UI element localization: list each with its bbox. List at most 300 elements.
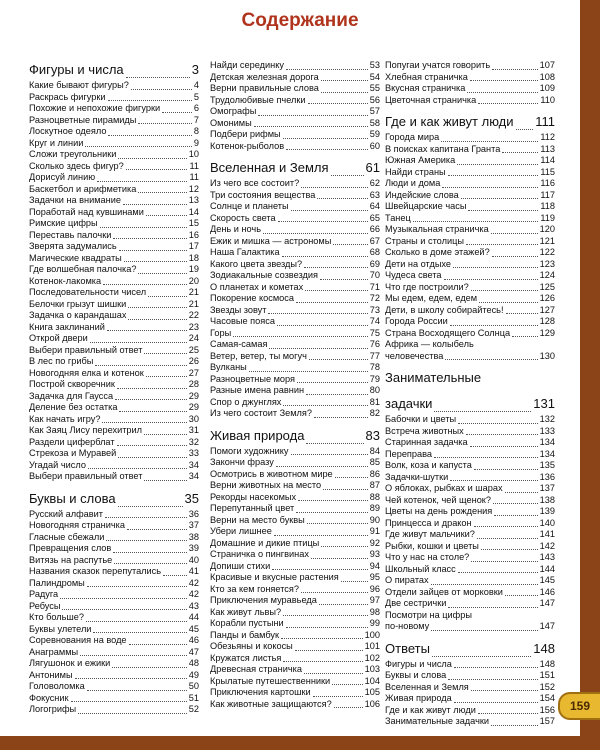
leader-dots xyxy=(123,203,187,205)
toc-entry xyxy=(385,670,555,682)
leader-dots xyxy=(413,220,539,222)
leader-dots xyxy=(118,157,186,159)
entry-title: Построй скворечник xyxy=(29,379,115,389)
toc-entry xyxy=(29,624,199,636)
entry-title: Что у нас на столе? xyxy=(385,552,470,562)
toc-entry xyxy=(29,589,199,601)
entry-title: Кружатся листья xyxy=(210,652,282,663)
entry-title: Где волшебная палочка? xyxy=(29,264,137,274)
toc-entry xyxy=(385,529,555,541)
toc-column-2 xyxy=(210,60,380,710)
entry-title: В лес по грибы xyxy=(29,356,94,366)
entry-title: Разноцветные пирамиды xyxy=(29,114,137,125)
entry-title: Страны и столицы xyxy=(385,235,464,246)
leader-dots xyxy=(311,557,368,559)
page-ref: 76 xyxy=(369,339,380,349)
page-ref: 79 xyxy=(369,373,380,384)
leader-dots xyxy=(93,631,186,633)
toc-entry xyxy=(210,526,380,538)
toc-entry xyxy=(210,213,380,225)
page-ref: 90 xyxy=(369,514,380,525)
leader-dots xyxy=(441,140,538,142)
leader-dots xyxy=(283,614,368,616)
leader-dots xyxy=(458,571,538,573)
page-ref: 134 xyxy=(539,448,555,459)
leader-dots xyxy=(103,283,187,285)
entry-title: О пиратах xyxy=(385,575,429,585)
entry-title: Фокусник xyxy=(29,692,69,703)
entry-title: В поисках капитана Гранта xyxy=(385,143,501,154)
leader-dots xyxy=(304,672,363,674)
leader-dots xyxy=(491,724,538,726)
toc-entry xyxy=(210,480,380,492)
toc-entry xyxy=(29,287,199,299)
toc-entry xyxy=(29,126,199,138)
page-ref: 75 xyxy=(369,327,380,338)
entry-title: Задачка для Гаусса xyxy=(29,390,114,401)
leader-dots xyxy=(450,479,537,481)
leader-dots xyxy=(461,197,539,199)
entry-title: Задачка о карандашах xyxy=(29,310,127,320)
entry-title: Крылатые путешественники xyxy=(210,675,331,686)
toc-entry xyxy=(210,141,380,153)
page-ref: 147 xyxy=(539,621,555,631)
toc-entry xyxy=(385,659,555,671)
toc-entry xyxy=(29,414,199,426)
page-ref: 4 xyxy=(193,80,199,90)
toc-entry xyxy=(210,653,380,665)
page-ref: 19 xyxy=(188,264,199,274)
page-ref: 54 xyxy=(369,71,380,82)
page-ref: 130 xyxy=(539,350,555,361)
entry-title: Стрекоза и Муравей xyxy=(29,448,117,458)
leader-dots xyxy=(114,562,187,564)
toc-entry xyxy=(210,247,380,259)
toc-entry xyxy=(385,60,555,72)
page-ref: 6 xyxy=(193,103,199,113)
toc-entry xyxy=(385,316,555,328)
toc-entry xyxy=(210,457,380,469)
toc-entry xyxy=(29,149,199,161)
entry-title: Панды и бамбук xyxy=(210,629,280,640)
leader-dots xyxy=(306,393,368,395)
leader-dots xyxy=(454,701,538,703)
leader-dots xyxy=(466,243,538,245)
toc-entry xyxy=(385,610,555,622)
section-title: Буквы и слова xyxy=(29,490,116,506)
leader-dots xyxy=(301,186,368,188)
toc-entry xyxy=(385,693,555,705)
page-ref: 139 xyxy=(539,506,555,516)
toc-entry xyxy=(210,687,380,699)
leader-dots xyxy=(296,301,368,303)
leader-dots xyxy=(512,335,538,337)
page-ref: 133 xyxy=(539,425,555,436)
entry-title: Где и как живут люди xyxy=(385,704,476,715)
page-ref: 35 xyxy=(184,490,199,506)
page-ref: 65 xyxy=(369,212,380,223)
page-ref: 51 xyxy=(188,692,199,703)
page-ref: 99 xyxy=(369,618,380,628)
entry-title: Гласные сбежали xyxy=(29,531,105,542)
page-ref: 128 xyxy=(539,316,555,326)
page-ref: 74 xyxy=(369,316,380,326)
toc-entry xyxy=(210,630,380,642)
leader-dots xyxy=(138,272,186,274)
entry-title: Открой двери xyxy=(29,333,88,343)
toc-entry xyxy=(385,132,555,144)
entry-title: Наша Галактика xyxy=(210,247,280,257)
page-ref: 78 xyxy=(369,362,380,372)
page-ref: 42 xyxy=(188,589,199,599)
leader-dots xyxy=(478,102,538,104)
leader-dots xyxy=(307,522,368,524)
entry-title: Анаграммы xyxy=(29,646,79,657)
toc-entry xyxy=(385,305,555,317)
leader-dots xyxy=(474,525,538,527)
toc-entry xyxy=(385,541,555,553)
toc-entry xyxy=(385,449,555,461)
entry-title: Омонимы xyxy=(210,117,252,128)
leader-dots xyxy=(334,706,363,708)
page-ref: 21 xyxy=(188,287,199,297)
leader-dots xyxy=(146,214,187,216)
toc-entry xyxy=(29,138,199,150)
toc-entry xyxy=(210,561,380,573)
entry-title: Кто больше? xyxy=(29,612,85,622)
entry-title: Где живут мальчики? xyxy=(385,529,475,539)
toc-entry xyxy=(210,72,380,84)
page-ref: 85 xyxy=(369,457,380,467)
leader-dots xyxy=(492,68,538,70)
leader-dots xyxy=(106,539,186,541)
page-ref: 126 xyxy=(539,293,555,303)
page-ref: 103 xyxy=(364,664,380,674)
page-ref: 30 xyxy=(188,413,199,424)
leader-dots xyxy=(432,655,531,657)
page-ref: 31 xyxy=(188,425,199,435)
page-ref: 98 xyxy=(369,606,380,617)
leader-dots xyxy=(60,597,187,599)
leader-dots xyxy=(283,404,367,406)
page-ref: 81 xyxy=(369,396,380,407)
entry-title: Волк, коза и капуста xyxy=(385,460,472,470)
page-ref: 25 xyxy=(188,344,199,355)
entry-title: Танец xyxy=(385,212,411,223)
entry-title: Хлебная страничка xyxy=(385,71,468,82)
toc-entry xyxy=(385,236,555,248)
leader-dots xyxy=(163,574,187,576)
entry-title: Раскрась фигурки xyxy=(29,91,106,102)
toc-entry xyxy=(29,658,199,670)
page-ref: 17 xyxy=(188,241,199,251)
page-ref: 95 xyxy=(369,572,380,582)
toc-entry xyxy=(385,587,555,599)
page-ref: 108 xyxy=(539,71,555,82)
page-ref: 22 xyxy=(188,310,199,320)
entry-title: Витязь на распутье xyxy=(29,554,113,565)
leader-dots xyxy=(448,174,539,176)
leader-dots xyxy=(448,678,537,680)
leader-dots xyxy=(118,505,183,507)
page-ref: 121 xyxy=(539,235,555,246)
toc-entry xyxy=(385,621,555,633)
leader-dots xyxy=(107,329,187,331)
leader-dots xyxy=(75,677,187,679)
page-ref: 66 xyxy=(369,224,380,234)
page-ref: 11 xyxy=(189,172,199,182)
entry-title: Африка — колыбель xyxy=(385,339,474,349)
toc-entry xyxy=(210,328,380,340)
entry-title: Как животные защищаются? xyxy=(210,698,332,709)
entry-title: Котенок-рыболов xyxy=(210,140,285,151)
page-ref: 131 xyxy=(533,396,555,411)
page-ref: 80 xyxy=(369,385,380,395)
page-ref: 129 xyxy=(539,327,555,338)
leader-dots xyxy=(119,249,187,251)
page-ref: 28 xyxy=(188,379,199,389)
leader-dots xyxy=(291,209,368,211)
leader-dots xyxy=(308,102,368,104)
page-ref: 32 xyxy=(188,436,199,447)
leader-dots xyxy=(319,603,368,605)
toc-entry xyxy=(385,190,555,202)
entry-title: Кто за кем гоняется? xyxy=(210,583,299,594)
page-ref: 9 xyxy=(193,137,199,148)
entry-title: Старинная задачка xyxy=(385,437,468,447)
page-ref: 104 xyxy=(364,675,380,686)
toc-entry xyxy=(210,607,380,619)
entry-title: Домашние и дикие птицы xyxy=(210,537,320,548)
leader-dots xyxy=(321,91,368,93)
toc-entry xyxy=(385,437,555,449)
entry-title: Солнце и планеты xyxy=(210,201,289,211)
entry-title: Как Заяц Лису перехитрил xyxy=(29,425,143,435)
leader-dots xyxy=(278,220,368,222)
leader-dots xyxy=(282,255,368,257)
toc-entry xyxy=(210,385,380,397)
leader-dots xyxy=(314,416,368,418)
page-ref: 86 xyxy=(369,468,380,479)
leader-dots xyxy=(431,629,537,631)
toc-entry xyxy=(210,236,380,248)
entry-title: Попугаи учатся говорить xyxy=(385,60,491,70)
entry-title: Приключения картошки xyxy=(210,687,311,697)
toc-entry xyxy=(210,270,380,282)
page-ref: 137 xyxy=(539,483,555,493)
page-ref: 34 xyxy=(188,471,199,481)
toc-entry xyxy=(29,471,199,483)
entry-title: по-новому xyxy=(385,621,430,631)
entry-title: Чей котенок, чей щенок? xyxy=(385,494,491,505)
leader-dots xyxy=(128,306,187,308)
entry-title: Буквы и слова xyxy=(385,670,447,680)
leader-dots xyxy=(494,514,537,516)
entry-title: Красивые и вкусные растения xyxy=(210,572,339,582)
leader-dots xyxy=(117,444,187,446)
entry-title: Закончи фразу xyxy=(210,457,274,467)
entry-title: Рыбки, кошки и цветы xyxy=(385,540,479,551)
toc-entry xyxy=(210,492,380,504)
toc-entry xyxy=(210,293,380,305)
toc-entry xyxy=(29,195,199,207)
page-ref: 10 xyxy=(188,149,199,159)
leader-dots xyxy=(458,422,538,424)
entry-title: Задачки-шутки xyxy=(385,471,449,482)
toc-entry xyxy=(210,374,380,386)
entry-title: Сколько здесь фигур? xyxy=(29,160,124,171)
leader-dots xyxy=(320,278,368,280)
leader-dots xyxy=(481,548,538,550)
toc-entry xyxy=(29,92,199,104)
toc-entry xyxy=(210,595,380,607)
leader-dots xyxy=(113,551,186,553)
toc-entry xyxy=(29,264,199,276)
page-ref: 47 xyxy=(188,646,199,657)
leader-dots xyxy=(492,255,538,257)
entry-title: Помоги художнику xyxy=(210,445,289,456)
leader-dots xyxy=(434,410,531,412)
entry-title: Верни на место буквы xyxy=(210,514,305,525)
page-ref: 89 xyxy=(369,503,380,513)
entry-title: Ребусы xyxy=(29,600,61,611)
toc-entry xyxy=(210,201,380,213)
page-ref: 135 xyxy=(539,460,555,470)
page-ref: 136 xyxy=(539,471,555,482)
page-ref: 42 xyxy=(188,577,199,588)
leader-dots xyxy=(286,626,368,628)
leader-dots xyxy=(62,608,186,610)
page-ref: 43 xyxy=(188,600,199,611)
entry-title: О яблоках, рыбках и шарах xyxy=(385,483,503,493)
page-ref: 127 xyxy=(539,304,555,315)
toc-entry xyxy=(385,716,555,728)
entry-title: Страна Восходящего Солнца xyxy=(385,327,511,338)
entry-title: Радуга xyxy=(29,589,59,599)
page-ref: 44 xyxy=(188,612,199,622)
entry-title: Похожие и непохожие фигурки xyxy=(29,103,161,113)
leader-dots xyxy=(516,128,534,130)
toc-entry xyxy=(29,532,199,544)
page-ref: 134 xyxy=(539,437,555,447)
toc-entry xyxy=(29,670,199,682)
leader-dots xyxy=(268,312,367,314)
page-ref: 33 xyxy=(188,448,199,458)
toc-entry xyxy=(29,693,199,705)
entry-title: Разноцветные моря xyxy=(210,373,296,384)
entry-title: Баскетбол и арифметика xyxy=(29,183,137,194)
toc-entry xyxy=(210,469,380,481)
leader-dots xyxy=(87,585,187,587)
page-ref: 140 xyxy=(539,517,555,528)
page-ref: 118 xyxy=(540,201,555,211)
toc-entry xyxy=(29,230,199,242)
section-heading xyxy=(385,368,555,388)
leader-dots xyxy=(297,381,368,383)
toc-entry xyxy=(385,224,555,236)
entry-title: Омографы xyxy=(210,106,257,116)
page-title: Содержание xyxy=(241,10,359,31)
page-ref: 26 xyxy=(188,356,199,366)
page-ref: 107 xyxy=(539,60,555,70)
leader-dots xyxy=(88,467,187,469)
leader-dots xyxy=(444,278,538,280)
page-ref: 63 xyxy=(369,189,380,200)
section-title: Где и как живут люди xyxy=(385,114,514,129)
page-ref: 61 xyxy=(365,160,380,175)
leader-dots xyxy=(108,99,192,101)
toc-entry xyxy=(385,495,555,507)
toc-entry xyxy=(29,448,199,460)
entry-title: Швейцарские часы xyxy=(385,201,467,211)
page-ref: 114 xyxy=(540,155,555,165)
entry-title: Лоскутное одеяло xyxy=(29,126,107,136)
entry-title: Часовые пояса xyxy=(210,316,275,326)
leader-dots xyxy=(454,666,538,668)
page-ref: 41 xyxy=(188,566,199,576)
section-heading xyxy=(29,60,199,80)
page-ref: 105 xyxy=(364,687,380,697)
page-ref: 87 xyxy=(369,480,380,490)
entry-title: Допиши стихи xyxy=(210,560,271,571)
toc-entry xyxy=(385,247,555,259)
toc-entry xyxy=(385,270,555,282)
page-ref: 77 xyxy=(369,350,380,361)
toc-entry xyxy=(385,167,555,179)
leader-dots xyxy=(118,456,187,458)
leader-dots xyxy=(269,347,367,349)
leader-dots xyxy=(281,637,363,639)
section-heading xyxy=(385,639,555,659)
toc-entry xyxy=(29,460,199,472)
leader-dots xyxy=(468,209,538,211)
entry-title: Покорение космоса xyxy=(210,293,294,303)
page-ref: 92 xyxy=(369,537,380,548)
page-ref: 124 xyxy=(539,270,555,280)
leader-dots xyxy=(323,488,368,490)
page-ref: 147 xyxy=(539,598,555,608)
leader-dots xyxy=(129,643,187,645)
page-ref: 154 xyxy=(539,693,555,703)
leader-dots xyxy=(332,683,362,685)
toc-entry xyxy=(29,345,199,357)
page-ref: 148 xyxy=(539,658,555,669)
entry-title: Отдели зайцев от морковки xyxy=(385,586,503,597)
entry-title: Разные имена равнин xyxy=(210,385,305,395)
toc-entry xyxy=(210,118,380,130)
leader-dots xyxy=(506,312,538,314)
toc-column-1 xyxy=(29,60,199,716)
entry-title: Лягушонок и ежики xyxy=(29,658,111,668)
section-title: Фигуры и числа xyxy=(29,62,124,77)
leader-dots xyxy=(305,289,368,291)
toc-entry xyxy=(29,299,199,311)
toc-entry xyxy=(210,397,380,409)
leader-dots xyxy=(117,387,187,389)
page-ref: 71 xyxy=(369,281,380,292)
entry-title: Котенок-лакомка xyxy=(29,275,102,286)
page-ref: 7 xyxy=(193,114,199,125)
page-ref: 120 xyxy=(539,224,555,234)
toc-entry xyxy=(385,564,555,576)
entry-title: Занимательные задачки xyxy=(385,716,490,726)
toc-entry xyxy=(29,681,199,693)
toc-entry xyxy=(29,425,199,437)
toc-entry xyxy=(29,218,199,230)
entry-title: Найди серединку xyxy=(210,60,284,70)
page-ref: 56 xyxy=(369,94,380,105)
page-ref: 83 xyxy=(365,427,380,443)
